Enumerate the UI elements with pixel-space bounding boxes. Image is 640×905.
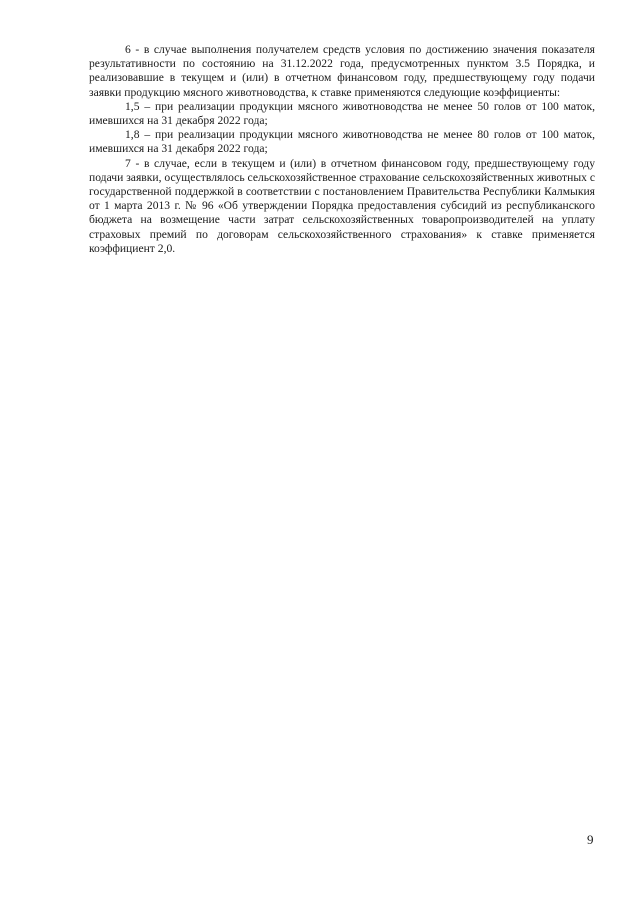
body-text (89, 43, 595, 256)
paragraph-coefficient-1-8: 1,8 – при реализации продукции мясного животноводства не менее 80 голов от 100 маток, имевшихся на 31 декабря 2022 года; (89, 128, 595, 156)
page-number: 9 (587, 832, 594, 847)
paragraph-item-6: 6 - в случае выполнения получателем средств условия по достижению значения показателя результативности по состоянию на 31.12.2022 года, предусмотренных пунктом 3.5 Порядка, и реализовавшие в текущем и (или) в отчетном финансовом году, предшествующему году подачи заявки продукцию мясного животноводства, к ставке применяются следующие коэффициенты: (89, 43, 595, 99)
paragraph-item-7: 7 - в случае, если в текущем и (или) в отчетном финансовом году, предшествующему году подачи заявки, осуществлялось сельскохозяйственное страхование сельскохозяйственных животных с государственной поддержкой в соответствии с постановлением Правительства Республики Калмыкия от 1 марта 2013 г. № 96 «Об утверждении Порядка предоставления субсидий из республиканского бюджета на возмещение части затрат сельскохозяйственных товаропроизводителей на уплату страховых премий по договорам сельскохозяйственного страхования» к ставке применяется коэффициент 2,0. (89, 156, 595, 255)
paragraph-coefficient-1-5: 1,5 – при реализации продукции мясного животноводства не менее 50 голов от 100 маток, имевшихся на 31 декабря 2022 года; (89, 99, 595, 128)
